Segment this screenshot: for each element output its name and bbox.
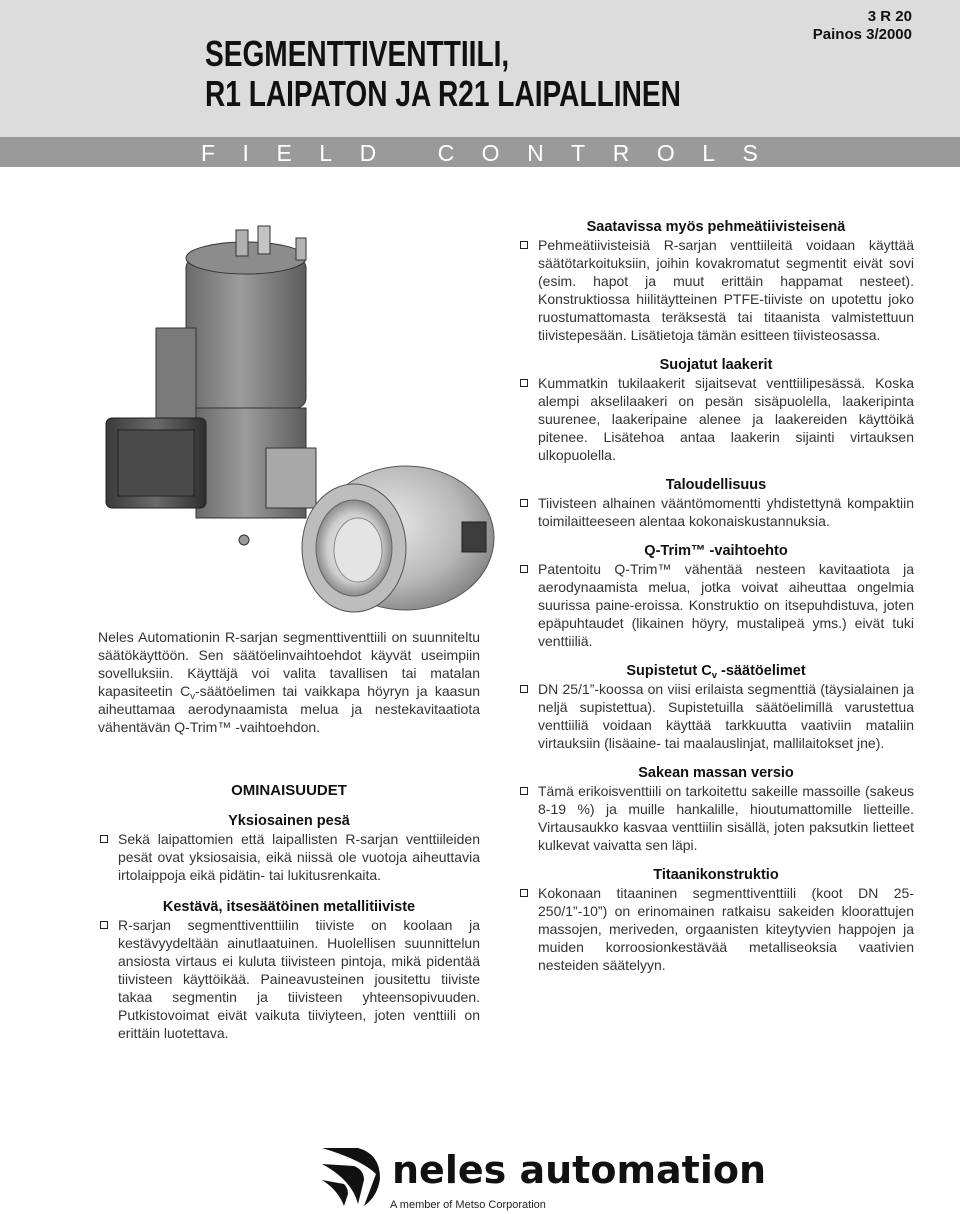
title-line-2: R1 LAIPATON JA R21 LAIPALLINEN: [205, 73, 681, 114]
list-item: [518, 680, 914, 752]
section-titanium: [518, 866, 914, 974]
list-item: [518, 494, 914, 530]
section-text: DN 25/1”-koossa on viisi erilaista segmenttiä (täysialainen ja neljä supistettua). Supistetuilla säätöelimillä varustettua venttiiliä voidaan käyttää tarkkuutta vaativiin mataliin virtauksiin (lisäaine- tai maalauslinjat, mallilaitokset jne).: [538, 681, 914, 751]
section-q-trim: [518, 542, 914, 650]
section-text: R-sarjan segmenttiventtiilin tiiviste on koolaan ja kestävyydeltään ainutlaatuinen. Huolellisen suunnittelun ansiosta virtaus ei kuluta tiivisteen pintoja, mikä pidentää tiivisteen käyttöikää. Paineavusteinen jousitettu tiiviste takaa segmentin ja tiivisteen yhteensopivuuden. Putkistovoimat eivät vaikuta tiiviyteen, joten venttiili on erittäin luotettava.: [118, 917, 480, 1041]
title-line-1: SEGMENTTIVENTTIILI,: [205, 33, 510, 74]
neles-logo-icon: [318, 1144, 388, 1210]
company-name: neles automation: [392, 1148, 767, 1192]
list-item: [518, 236, 914, 344]
section-heading: Titaanikonstruktio: [653, 867, 779, 883]
section-text: Sekä laipattomien että laipallisten R-sarjan venttiileiden pesät ovat yksiosaisia, eikä niissä ole vuotoja aiheuttavia irtolaippoja eikä pidätin- tai lukitusrenkaita.: [118, 831, 480, 883]
checkbox-bullet-icon: [520, 685, 528, 693]
left-column: [98, 628, 480, 1042]
section-economy: [518, 476, 914, 530]
section-heading: Kestävä, itsesäätöinen metallitiiviste: [162, 899, 416, 915]
field-controls-text: FIELD CONTROLS: [201, 140, 786, 166]
checkbox-bullet-icon: [100, 921, 108, 929]
heading-subscript: v: [711, 670, 718, 681]
section-one-piece-body: [98, 812, 480, 884]
valve-product-image: [96, 218, 506, 628]
document-code: [813, 8, 912, 44]
list-item: [98, 916, 480, 1042]
section-heading: Sakean massan versio: [638, 765, 794, 781]
page-title: [205, 34, 681, 114]
section-text: Tämä erikoisventtiili on tarkoitettu sakeille massoille (sakeus 8-19 %) ja muille hankalille, hioutumattomille lietteille. Virtausaukko kasvaa venttiilin sisällä, joten paksutkin lietteet kulkevat vaivatta sen läpi.: [538, 783, 914, 853]
checkbox-bullet-icon: [520, 787, 528, 795]
section-heading: Saatavissa myös pehmeätiivisteisenä: [586, 219, 846, 235]
section-text: Patentoitu Q-Trim™ vähentää nesteen kavitaatiota ja aerodynaamista melua, jotka voivat aiheuttaa ongelmia suurissa paine-eroissa. Konstruktio on itsepuhdistuva, joten epäpuhtaudet (likainen höyry, mustalipeä yms.) eivät tuki venttiiliä.: [538, 561, 914, 649]
image-caption: [98, 628, 480, 736]
caption-text: Neles Automationin R-sarjan segmenttiventtiili on suunniteltu säätökäyttöön. Sen säätöelinvaihtoehdot käyvät useimpiin sovelluksiin. Käyttäjä voi valita tavallisen tai matalan kapasiteetin C: [98, 629, 480, 699]
list-item: [518, 374, 914, 464]
caption-text: -säätöelimen tai vaikkapa höyryn ja kaasun aiheuttamaa aerodynaamista melua ja nestekavitaatiota vähentävän Q-Trim™ -vaihtoehdon.: [98, 683, 481, 735]
section-reduced-cv: [518, 662, 914, 752]
section-heading: Suojatut laakerit: [659, 357, 773, 373]
section-heading: Taloudellisuus: [665, 477, 767, 493]
list-item: [518, 782, 914, 854]
list-item: [98, 830, 480, 884]
section-metal-seal: [98, 898, 480, 1042]
edition-label: Painos 3/2000: [812, 26, 912, 43]
doc-number: 3 R 20: [867, 8, 912, 25]
checkbox-bullet-icon: [100, 835, 108, 843]
heading-part: -säätöelimet: [717, 663, 806, 679]
section-text: Pehmeätiivisteisiä R-sarjan venttiileitä voidaan käyttää säätötarkoituksiin, joihin kovakromatut segmentit eivät sovi (esim. hapot ja muut erittäin happamat nesteet). Konstruktiossa hiilitäytteinen PTFE-tiiviste on upotettu joko ruostumattomasta teräksestä tai titaanista valmistettuun tiivistepesään. Lisätietoja tämän esitteen tiivisteosassa.: [538, 237, 914, 343]
right-column: [518, 218, 914, 974]
caption-subscript: v: [190, 691, 195, 702]
section-thick-stock: [518, 764, 914, 854]
checkbox-bullet-icon: [520, 241, 528, 249]
section-heading: [518, 662, 914, 680]
company-tagline: A member of Metso Corporation: [390, 1199, 546, 1211]
section-text: Tiivisteen alhainen vääntömomentti yhdistettynä kompaktiin toimilaitteeseen alentaa kokonaiskustannuksia.: [538, 495, 914, 529]
section-heading: Yksiosainen pesä: [228, 813, 350, 829]
section-text: Kummatkin tukilaakerit sijaitsevat venttiilipesässä. Koska alempi akselilaakeri on pesän sisäpuolella, laakeripinta suurenee, laakeripaine alenee ja laakereiden käyttöikä pitenee. Lisätehoa antaa laakerin sijainti virtauksen ulkopuolella.: [538, 375, 914, 463]
list-item: [518, 884, 914, 974]
features-heading: OMINAISUUDET: [231, 782, 347, 799]
section-text: Kokonaan titaaninen segmenttiventtiili (koot DN 25-250/1”-10”) on erinomainen ratkaisu sakeiden kloorattujen massojen, meriveden, orgaanisten kiteytyvien happojen ja muiden korroosionkestävää metalliseoksia vaativien nesteiden säätelyyn.: [538, 885, 914, 973]
list-item: [518, 560, 914, 650]
section-bearings: [518, 356, 914, 464]
checkbox-bullet-icon: [520, 889, 528, 897]
section-heading: Q-Trim™ -vaihtoehto: [644, 543, 788, 559]
checkbox-bullet-icon: [520, 565, 528, 573]
checkbox-bullet-icon: [520, 499, 528, 507]
checkbox-bullet-icon: [520, 379, 528, 387]
section-soft-seated: [518, 218, 914, 344]
heading-part: Supistetut C: [626, 663, 712, 679]
